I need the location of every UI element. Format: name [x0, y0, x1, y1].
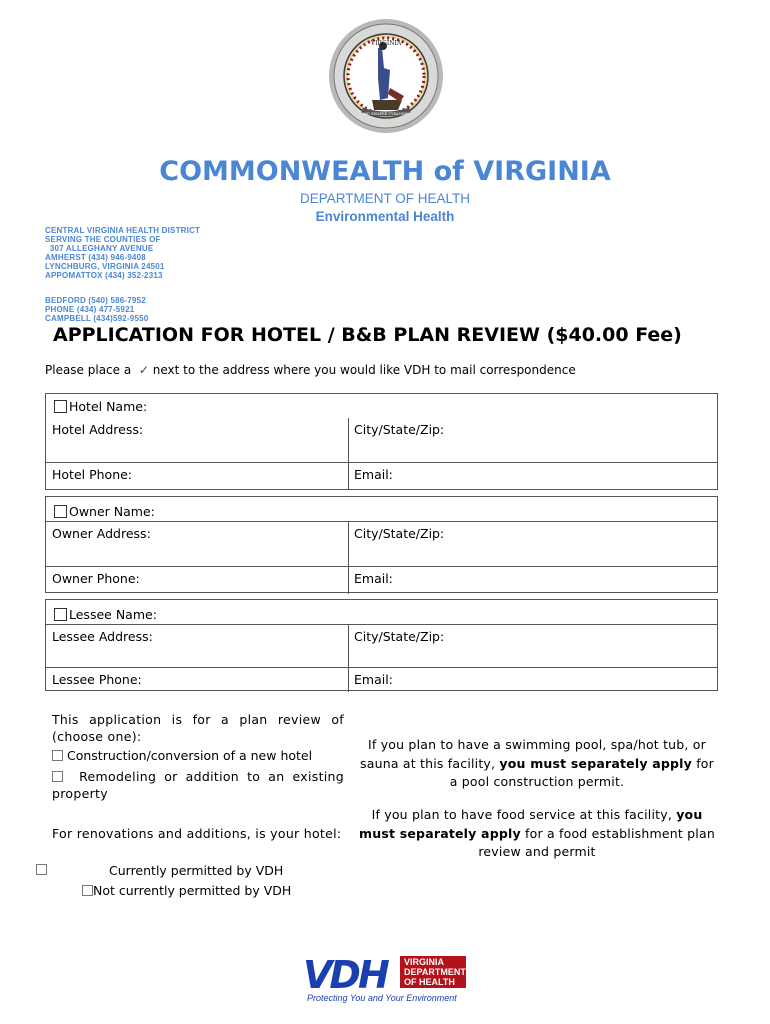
hotel-email-label: Email: — [354, 467, 393, 482]
svg-text:DEPARTMENT: DEPARTMENT — [404, 967, 466, 977]
hotel-mail-checkbox[interactable] — [54, 400, 67, 413]
owner-mail-checkbox[interactable] — [54, 505, 67, 518]
svg-text:OF HEALTH: OF HEALTH — [404, 977, 455, 987]
svg-text:Protecting You and Your Enviro: Protecting You and Your Environment — [307, 993, 457, 1003]
owner-address-field[interactable] — [46, 522, 349, 566]
svg-text:VDH: VDH — [303, 953, 387, 997]
instruction-pre: Please place a — [45, 363, 132, 377]
district-line: PHONE (434) 477-5921 — [45, 305, 135, 314]
review-option-new-label: Construction/conversion of a new hotel — [66, 748, 313, 763]
food-note-emphasis: you must separately apply — [359, 807, 703, 841]
pool-note-emphasis: you must separately apply — [499, 755, 692, 771]
owner-address-label: Owner Address: — [52, 526, 151, 541]
lessee-phone-field[interactable] — [46, 668, 349, 692]
district-line: CENTRAL VIRGINIA HEALTH DISTRICT — [45, 226, 201, 235]
owner-name-field[interactable] — [54, 504, 155, 519]
vdh-logo — [303, 952, 473, 1006]
remodel-checkbox[interactable] — [52, 771, 63, 782]
lessee-city-field[interactable] — [348, 625, 717, 667]
pool-note-tail: for a pool construction permit. — [449, 755, 714, 789]
not-permitted-option[interactable] — [82, 882, 291, 899]
owner-email-label: Email: — [354, 571, 393, 586]
food-note-text: If you plan to have food service at this facility, — [371, 807, 672, 822]
svg-text:VIRGINIA: VIRGINIA — [370, 40, 402, 47]
hotel-city-label: City/State/Zip: — [354, 422, 445, 437]
virginia-seal-logo — [328, 18, 444, 134]
not-permitted-label: Not currently permitted by VDH — [93, 883, 292, 898]
district-line: SERVING THE COUNTIES OF — [45, 235, 161, 244]
hotel-address-field[interactable] — [46, 418, 349, 462]
currently-permitted-label: Currently permitted by VDH — [109, 863, 284, 878]
owner-phone-field[interactable] — [46, 567, 349, 594]
owner-name-label: Owner Name: — [69, 504, 155, 519]
owner-email-field[interactable] — [348, 567, 717, 594]
review-option-remodel[interactable] — [52, 768, 344, 802]
hotel-email-field[interactable] — [348, 463, 717, 490]
form-heading: APPLICATION FOR HOTEL / B&B PLAN REVIEW ($40.00 Fee) — [53, 324, 682, 346]
pool-note-text: If you plan to have a swimming pool, spa/hot tub, or sauna at this facility, — [360, 737, 706, 771]
hotel-name-field[interactable] — [54, 399, 147, 414]
hotel-phone-field[interactable] — [46, 463, 349, 490]
food-permit-note — [356, 806, 718, 862]
instruction-post: next to the address where you would like VDH to mail correspondence — [152, 363, 576, 377]
svg-text:VIRGINIA: VIRGINIA — [404, 957, 445, 967]
district-line: 307 ALLEGHANY AVENUE — [45, 244, 154, 253]
district-address-block — [45, 226, 200, 280]
lessee-section — [45, 599, 718, 691]
lessee-name-label: Lessee Name: — [69, 607, 157, 622]
renovation-intro: For renovations and additions, is your hotel: — [52, 826, 342, 841]
hotel-name-label: Hotel Name: — [69, 399, 148, 414]
review-option-new[interactable] — [52, 747, 352, 764]
lessee-address-field[interactable] — [46, 625, 349, 667]
district-line: CAMPBELL (434)592-9550 — [45, 314, 149, 323]
review-intro: This application is for a plan review of (choose one): — [52, 712, 344, 744]
hotel-phone-label: Hotel Phone: — [52, 467, 133, 482]
district-line: LYNCHBURG, VIRGINIA 24501 — [45, 262, 165, 271]
owner-phone-label: Owner Phone: — [52, 571, 140, 586]
lessee-address-label: Lessee Address: — [52, 629, 153, 644]
lessee-email-label: Email: — [354, 672, 393, 687]
currently-permitted-checkbox[interactable] — [36, 864, 47, 875]
department-name: DEPARTMENT OF HEALTH — [299, 191, 471, 206]
lessee-mail-checkbox[interactable] — [54, 608, 67, 621]
district-phone-block — [45, 296, 148, 323]
checkmark-icon: ✓ — [138, 363, 149, 377]
lessee-name-field[interactable] — [54, 607, 157, 622]
new-construction-checkbox[interactable] — [52, 750, 63, 761]
hotel-section — [45, 393, 718, 490]
division-name: Environmental Health — [315, 209, 455, 224]
page-title: COMMONWEALTH of VIRGINIA — [159, 156, 611, 187]
hotel-address-label: Hotel Address: — [52, 422, 144, 437]
review-option-remodel-label: Remodeling or addition to an existing property — [52, 769, 344, 801]
district-line: BEDFORD (540) 586-7952 — [45, 296, 146, 305]
owner-section — [45, 496, 718, 593]
instruction-text — [45, 363, 576, 377]
food-note-tail: for a food establishment plan review and permit — [478, 825, 715, 859]
not-permitted-checkbox[interactable] — [82, 885, 93, 896]
lessee-phone-label: Lessee Phone: — [52, 672, 142, 687]
hotel-city-field[interactable] — [348, 418, 717, 462]
pool-permit-note — [356, 736, 718, 792]
owner-city-field[interactable] — [348, 522, 717, 566]
lessee-email-field[interactable] — [348, 668, 717, 692]
lessee-city-label: City/State/Zip: — [354, 629, 445, 644]
svg-text:SIC SEMPER TYRANNIS: SIC SEMPER TYRANNIS — [363, 112, 409, 116]
district-line: AMHERST (434) 946-9408 — [45, 253, 146, 262]
owner-city-label: City/State/Zip: — [354, 526, 445, 541]
district-line: APPOMATTOX (434) 352-2313 — [45, 271, 163, 280]
